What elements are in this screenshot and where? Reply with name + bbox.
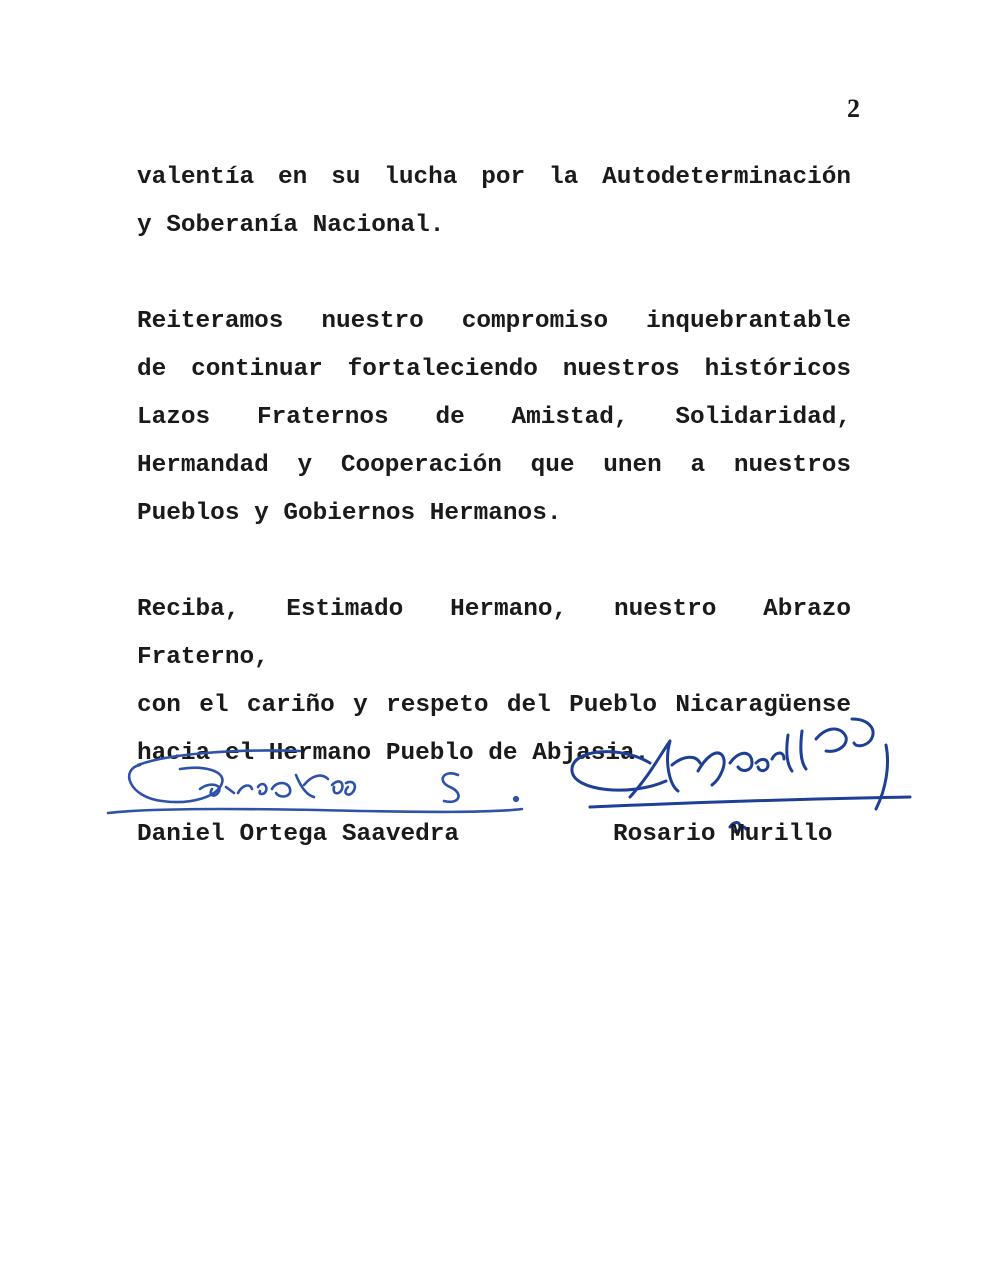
text-line: valentía en su lucha por la Autodeterminación bbox=[137, 164, 851, 191]
signer-name-right: Rosario Murillo bbox=[613, 821, 833, 848]
signer-name-left: Daniel Ortega Saavedra bbox=[137, 821, 460, 848]
text-line: Reiteramos nuestro compromiso inquebrantable bbox=[137, 308, 851, 335]
paragraph-commitment bbox=[137, 298, 851, 538]
text-line: Lazos Fraternos de Amistad, Solidaridad, bbox=[137, 404, 851, 431]
text-line: Pueblos y Gobiernos Hermanos. bbox=[137, 500, 562, 527]
text-line: y Soberanía Nacional. bbox=[137, 212, 445, 239]
text-line: de continuar fortaleciendo nuestros históricos bbox=[137, 356, 851, 383]
paragraph-closing-sentence bbox=[137, 154, 851, 250]
text-line: Hermandad y Cooperación que unen a nuestros bbox=[137, 452, 851, 479]
text-line: Reciba, Estimado Hermano, nuestro Abrazo Fraterno, bbox=[137, 596, 851, 671]
page-number: 2 bbox=[847, 94, 860, 123]
text-line: hacia el Hermano Pueblo de Abjasia. bbox=[137, 740, 650, 767]
text-line: con el cariño y respeto del Pueblo Nicaragüense bbox=[137, 692, 851, 719]
